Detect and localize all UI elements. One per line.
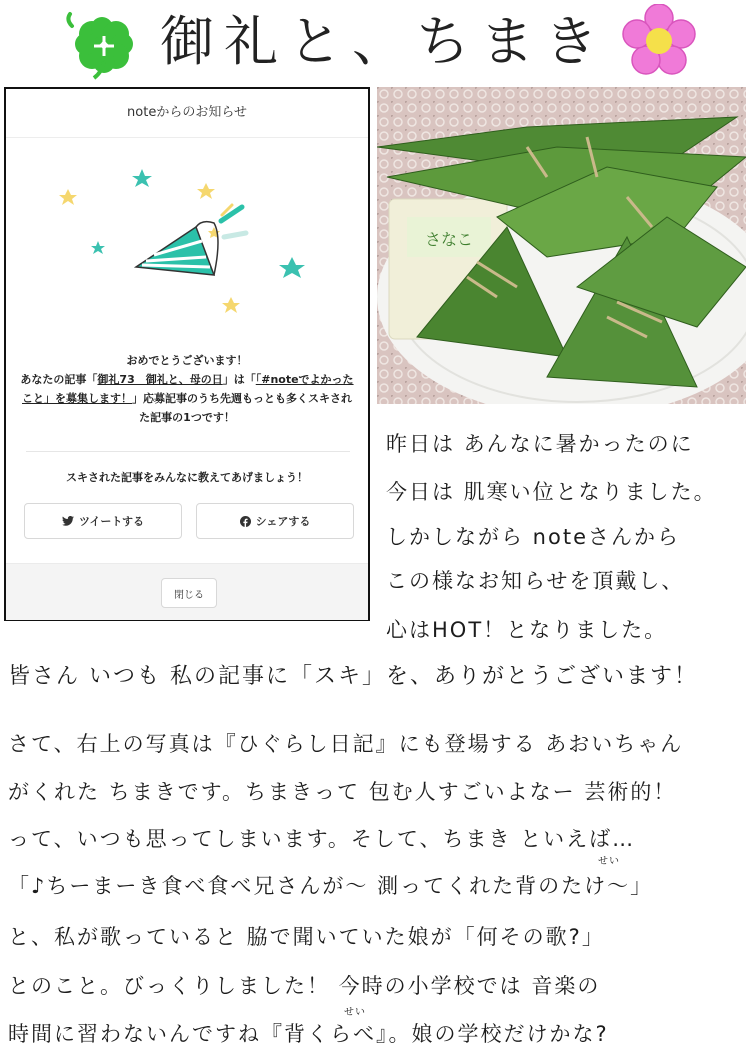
congrats-message: おめでとうございます！ あなたの記事「御礼73 御礼と、母の日」は「「#noteでよかったこと」を募集します！」応募記事のうち先週もっとも多くスキされた記事の1つです！: [20, 354, 354, 424]
ruby-sei-2: せい: [344, 1007, 366, 1018]
body-line-6: とのこと。びっくりしました！ 今時の小学校では 音楽の: [8, 974, 601, 998]
body-line-4: 「♪ちーまーき食べ食べ兄さんが～ 測ってくれた背のたけ～」: [8, 874, 654, 898]
side-text-line-1: 昨日は あんなに暑かったのに: [386, 432, 694, 456]
thanks-line: 皆さん いつも 私の記事に「スキ」を、ありがとうございます！: [8, 664, 698, 689]
ruby-sei-1: せい: [598, 856, 620, 867]
hashtag-link[interactable]: 「#noteでよかったこと」を募集します！: [22, 373, 354, 405]
divider: [26, 451, 350, 452]
note-notification-card: [4, 87, 370, 621]
tweet-label: ツイートする: [78, 515, 145, 528]
four-leaf-clover-icon: [64, 6, 144, 82]
side-text-line-2: 今日は 肌寒い位となりました。: [386, 480, 717, 504]
side-text-line-3: しかしながら noteさんから: [386, 525, 680, 549]
body-line-5: と、私が歌っていると 脇で聞いていた娘が「何その歌?」: [8, 925, 605, 949]
facebook-icon: [240, 516, 251, 527]
share-prompt: スキされた記事をみんなに教えてあげましょう！: [66, 471, 308, 484]
close-button[interactable]: 閉じる: [161, 578, 217, 608]
page-title: 御礼と、ちまき: [160, 10, 608, 73]
body-line-3: って、いつも思ってしまいます。そして、ちまき といえば…: [8, 827, 636, 851]
package-label: さなこ: [424, 230, 474, 249]
side-text-line-5: 心はHOT！となりました。: [386, 618, 668, 642]
facebook-share-button[interactable]: [196, 503, 354, 539]
body-line-1: さて、右上の写真は『ひぐらし日記』にも登場する あおいちゃん: [8, 732, 684, 756]
tweet-button[interactable]: [24, 503, 182, 539]
body-line-7: 時間に習わないんですね『背くらべ』。娘の学校だけかな?: [8, 1022, 609, 1046]
side-text-line-4: この様なお知らせを頂戴し、: [386, 569, 685, 593]
article-title-link[interactable]: 御礼73 御礼と、母の日: [97, 373, 223, 386]
party-popper-icon: [46, 157, 336, 377]
chimaki-photo: [377, 87, 746, 404]
pink-flower-icon: [622, 4, 696, 76]
notification-header: noteからのお知らせ: [6, 89, 368, 138]
twitter-icon: [62, 516, 74, 526]
share-label: シェアする: [255, 515, 311, 528]
body-line-2: がくれた ちまきです。ちまきって 包む人すごいよなー 芸術的！: [8, 780, 677, 804]
